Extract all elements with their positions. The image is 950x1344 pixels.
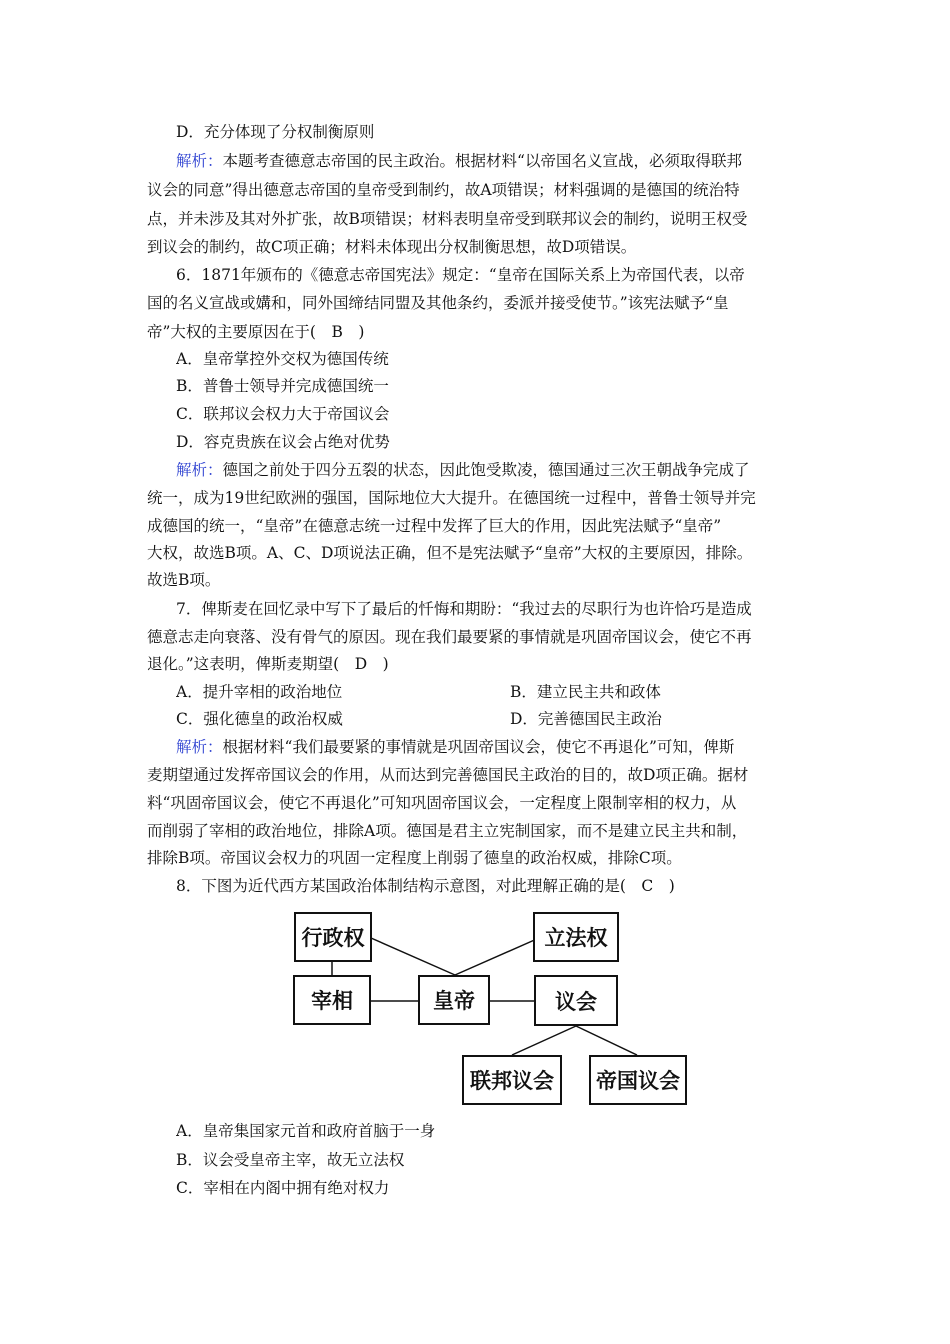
analysis-label: 解析： — [176, 152, 223, 170]
q6-analysis-line: 故选B项。 — [147, 571, 221, 589]
chancellor-box: 宰相 — [293, 975, 371, 1025]
executive-power-box: 行政权 — [294, 912, 372, 962]
q7-stem: 德意志走向衰落、没有骨气的原因。现在我们最要紧的事情就是巩固帝国议会，使它不再 — [147, 628, 752, 646]
connector-parliament-federal — [512, 1026, 576, 1055]
q5-analysis-line: 点，并未涉及其对外扩张，故B项错误；材料表明皇帝受到联邦议会的制约，说明王权受 — [147, 210, 748, 228]
q7-option-d: D．完善德国民主政治 — [510, 710, 662, 728]
q6-analysis-line: 统一，成为19世纪欧洲的强国，国际地位大大提升。在德国统一过程中，普鲁士领导并完 — [147, 489, 756, 507]
q6-option-b: B．普鲁士领导并完成德国统一 — [176, 377, 389, 395]
q8-option-b: B．议会受皇帝主宰，故无立法权 — [176, 1151, 405, 1169]
q6-stem: 6．1871年颁布的《德意志帝国宪法》规定：“皇帝在国际关系上为帝国代表，以帝 — [176, 266, 745, 284]
q6-stem: 帝”大权的主要原因在于( B ) — [147, 323, 365, 341]
q5-option-d: D．充分体现了分权制衡原则 — [176, 123, 375, 141]
q6-option-d: D．容克贵族在议会占绝对优势 — [176, 433, 390, 451]
emperor-box: 皇帝 — [418, 975, 490, 1025]
q7-analysis-line: 解析：根据材料“我们最要紧的事情就是巩固帝国议会，使它不再退化”可知，俾斯 — [176, 738, 735, 756]
q7-analysis-line: 排除B项。帝国议会权力的巩固一定程度上削弱了德皇的政治权威，排除C项。 — [147, 849, 682, 867]
imperial-diet-box: 帝国议会 — [589, 1055, 687, 1105]
q6-option-c: C．联邦议会权力大于帝国议会 — [176, 405, 390, 423]
q7-option-c: C．强化德皇的政治权威 — [176, 710, 343, 728]
q5-analysis-line: 解析：本题考查德意志帝国的民主政治。根据材料“以帝国名义宣战，必须取得联邦 — [176, 152, 742, 170]
q7-option-a: A．提升宰相的政治地位 — [176, 683, 343, 701]
q6-analysis-line: 成德国的统一，“皇帝”在德意志统一过程中发挥了巨大的作用，因此宪法赋予“皇帝” — [147, 517, 722, 535]
q7-analysis-line: 而削弱了宰相的政治地位，排除A项。德国是君主立宪制国家，而不是建立民主共和制， — [147, 822, 748, 840]
q6-analysis-line: 解析：德国之前处于四分五裂的状态，因此饱受欺凌，德国通过三次王朝战争完成了 — [176, 461, 750, 479]
analysis-label: 解析： — [176, 461, 223, 479]
q7-analysis-line: 料“巩固帝国议会，使它不再退化”可知巩固帝国议会，一定程度上限制宰相的权力，从 — [147, 794, 737, 812]
q7-analysis-line: 麦期望通过发挥帝国议会的作用，从而达到完善德国民主政治的目的，故D项正确。据材 — [147, 766, 749, 784]
q5-analysis-line: 议会的同意”得出德意志帝国的皇帝受到制约，故A项错误；材料强调的是德国的统治特 — [147, 181, 740, 199]
q6-stem: 国的名义宣战或媾和，同外国缔结同盟及其他条约，委派并接受使节。”该宪法赋予“皇 — [147, 294, 729, 312]
analysis-label: 解析： — [176, 738, 223, 756]
connector-parliament-imperial — [576, 1026, 637, 1055]
q7-option-b: B．建立民主共和政体 — [510, 683, 661, 701]
connector-executive-emperor — [371, 938, 455, 975]
legislative-power-box: 立法权 — [533, 912, 619, 962]
parliament-box: 议会 — [534, 975, 618, 1026]
q6-option-a: A．皇帝掌控外交权为德国传统 — [176, 350, 389, 368]
connector-legislative-emperor — [455, 938, 539, 975]
q8-stem: 8．下图为近代西方某国政治体制结构示意图，对此理解正确的是( C ) — [176, 877, 675, 895]
q7-stem: 退化。”这表明，俾斯麦期望( D ) — [147, 655, 389, 673]
federal-council-box: 联邦议会 — [462, 1055, 562, 1105]
q7-stem: 7．俾斯麦在回忆录中写下了最后的忏悔和期盼：“我过去的尽职行为也许恰巧是造成 — [176, 600, 752, 618]
q6-analysis-line: 大权，故选B项。A、C、D项说法正确，但不是宪法赋予“皇帝”大权的主要原因，排除。 — [147, 544, 753, 562]
q8-option-a: A．皇帝集国家元首和政府首脑于一身 — [176, 1122, 436, 1140]
q5-analysis-line: 到议会的制约，故C项正确；材料未体现出分权制衡思想，故D项错误。 — [147, 238, 637, 256]
q8-option-c: C．宰相在内阁中拥有绝对权力 — [176, 1179, 390, 1197]
